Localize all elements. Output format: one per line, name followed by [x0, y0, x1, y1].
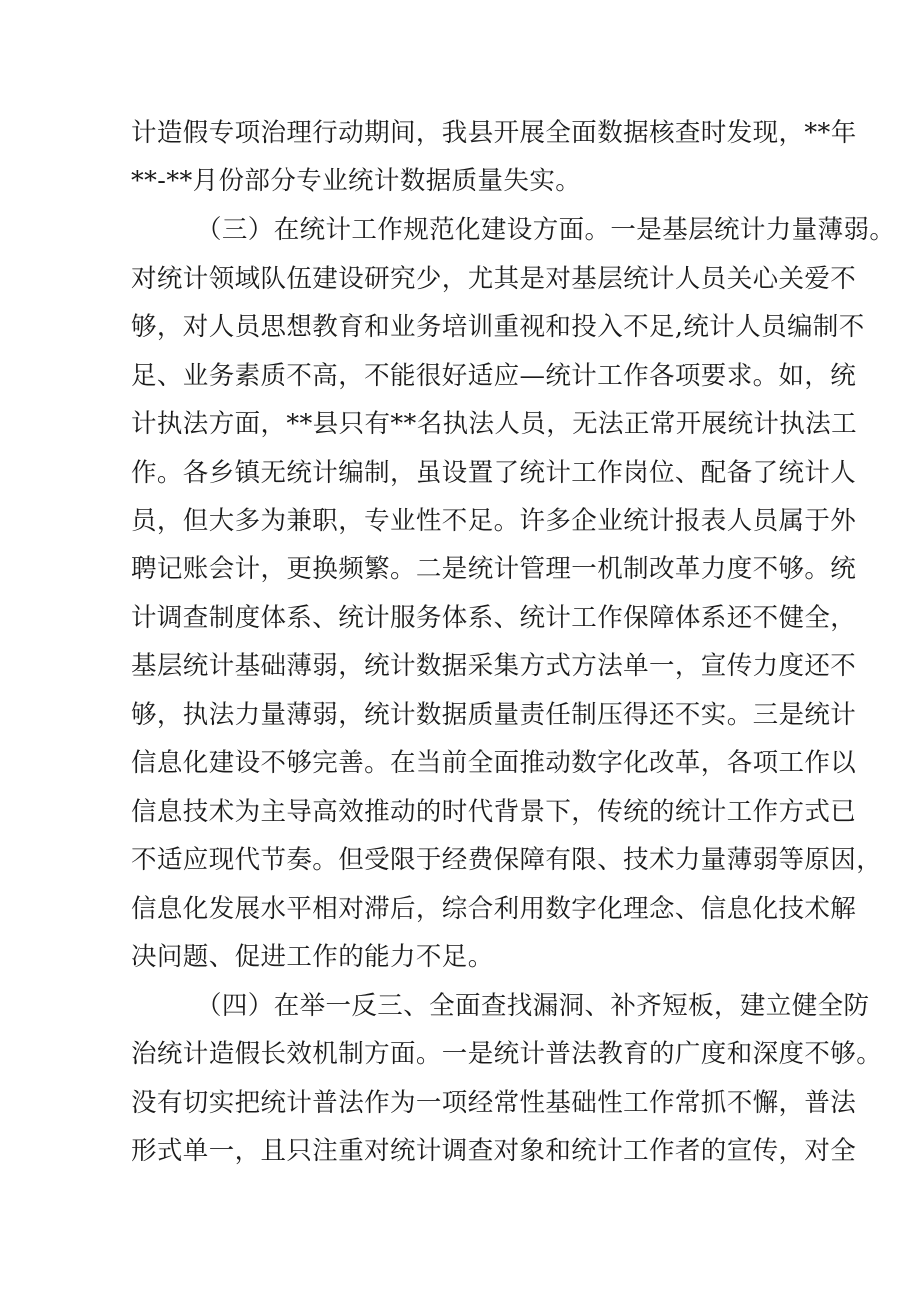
paragraph-heading-line: （三）在统计工作规范化建设方面。一是基层统计力量薄弱。	[196, 215, 896, 245]
text-line: 基层统计基础薄弱，统计数据采集方式方法单一，宣传力度还不	[131, 651, 857, 681]
text-line: 治统计造假长效机制方面。一是统计普法教育的广度和深度不够。	[131, 1039, 883, 1069]
text-line: 信息技术为主导高效推动的时代背景下，传统的统计工作方式已	[131, 797, 857, 827]
text-line: 没有切实把统计普法作为一项经常性基础性工作常抓不懈，普法	[131, 1088, 857, 1118]
paragraph-heading-line: （四）在举一反三、全面查找漏洞、补齐短板，建立健全防	[196, 991, 870, 1021]
text-line: 形式单一，且只注重对统计调查对象和统计工作者的宣传，对全	[131, 1136, 857, 1166]
text-line: 对统计领域队伍建设研究少，尤其是对基层统计人员关心关爱不	[131, 264, 857, 294]
text-line: 作。各乡镇无统计编制，虽设置了统计工作岗位、配备了统计人	[131, 458, 857, 488]
text-line: 员，但大多为兼职，专业性不足。许多企业统计报表人员属于外	[131, 506, 857, 536]
text-line: 计调查制度体系、统计服务体系、统计工作保障体系还不健全，	[131, 603, 857, 633]
text-line: 够，对人员思想教育和业务培训重视和投入不足,统计人员编制不	[131, 312, 865, 342]
text-line: **-**月份部分专业统计数据质量失实。	[131, 166, 582, 196]
text-line: 信息化发展水平相对滞后，综合利用数字化理念、信息化技术解	[131, 894, 857, 924]
text-line: 计造假专项治理行动期间，我县开展全面数据核查时发现，**年	[131, 118, 857, 148]
text-line: 信息化建设不够完善。在当前全面推动数字化改革，各项工作以	[131, 748, 857, 778]
text-line: 足、业务素质不高，不能很好适应—统计工作各项要求。如，统	[131, 361, 857, 391]
text-line: 决问题、促进工作的能力不足。	[131, 942, 494, 972]
text-line: 不适应现代节奏。但受限于经费保障有限、技术力量薄弱等原因，	[131, 845, 883, 875]
text-line: 计执法方面，**县只有**名执法人员，无法正常开展统计执法工	[131, 409, 858, 439]
text-line: 聘记账会计，更换频繁。二是统计管理一机制改革力度不够。统	[131, 554, 857, 584]
text-line: 够，执法力量薄弱，统计数据质量责任制压得还不实。三是统计	[131, 700, 857, 730]
